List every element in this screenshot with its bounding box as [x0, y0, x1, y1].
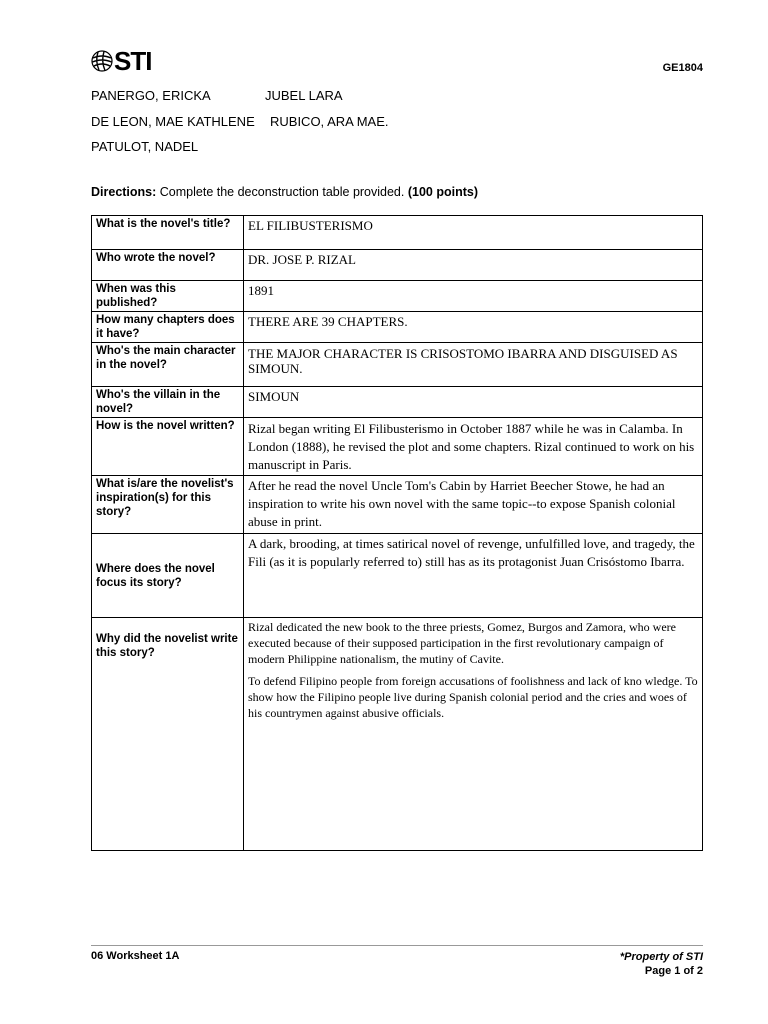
- answer-cell: EL FILIBUSTERISMO: [244, 216, 703, 250]
- answer-cell: A dark, brooding, at times satirical novel of revenge, unfulfilled love, and tragedy, the Fili (as it is popularly referred to) still has as its protagonist Juan Crisóstomo Ibarra.: [244, 534, 703, 618]
- directions-text: Complete the deconstruction table provided.: [156, 185, 408, 199]
- question-cell: Who wrote the novel?: [92, 250, 244, 281]
- worksheet-label: 06 Worksheet 1A: [91, 950, 180, 962]
- course-code: GE1804: [662, 62, 703, 74]
- table-row: [92, 418, 703, 476]
- sti-globe-icon: [91, 50, 113, 72]
- logo-text: STI: [114, 46, 152, 76]
- sti-logo: [91, 44, 151, 78]
- table-row: [92, 312, 703, 343]
- deconstruction-table: [91, 215, 703, 851]
- table-row: [92, 387, 703, 418]
- table-row: [92, 216, 703, 250]
- table-row: [92, 343, 703, 387]
- question-cell: Where does the novel focus its story?: [92, 534, 244, 618]
- answer-cell: Rizal began writing El Filibusterismo in October 1887 while he was in Calamba. In London (1888), he revised the plot and some chapters. Rizal continued to work on his manuscript in Paris.: [244, 418, 703, 476]
- question-cell: Who's the main character in the novel?: [92, 343, 244, 387]
- question-cell: Who's the villain in the novel?: [92, 387, 244, 418]
- answer-paragraph: To defend Filipino people from foreign accusations of foolishness and lack of kno wledge. To show how the Filipino people live during Spanish colonial period and the cries and woes of his countrymen against abusive officials.: [248, 674, 698, 720]
- name-row: [91, 139, 691, 165]
- directions: [91, 185, 478, 199]
- question-cell: What is/are the novelist's inspiration(s) for this story?: [92, 476, 244, 534]
- answer-cell: After he read the novel Uncle Tom's Cabin by Harriet Beecher Stowe, he had an inspiration to write his own novel with the same topic--to expose Spanish colonial abuse in print.: [244, 476, 703, 534]
- question-cell: When was this published?: [92, 281, 244, 312]
- question-cell: Why did the novelist write this story?: [92, 618, 244, 851]
- directions-label: Directions:: [91, 185, 157, 199]
- answer-cell: 1891: [244, 281, 703, 312]
- question-cell: How many chapters does it have?: [92, 312, 244, 343]
- member-name: JUBEL LARA: [265, 88, 343, 103]
- question-cell: What is the novel's title?: [92, 216, 244, 250]
- member-name: PANERGO, ERICKA: [91, 88, 211, 103]
- table-row: [92, 618, 703, 851]
- table-row: [92, 250, 703, 281]
- member-name: DE LEON, MAE KATHLENE: [91, 113, 255, 129]
- name-row: [91, 88, 691, 114]
- footer-right: [620, 950, 703, 978]
- answer-cell: THE MAJOR CHARACTER IS CRISOSTOMO IBARRA AND DISGUISED AS SIMOUN.: [244, 343, 703, 387]
- question-cell: How is the novel written?: [92, 418, 244, 476]
- member-name: RUBICO, ARA MAE.: [270, 113, 389, 129]
- directions-points: (100 points): [407, 185, 478, 199]
- page-number: Page 1 of 2: [644, 965, 703, 977]
- footer-divider: [91, 945, 703, 946]
- group-members: [91, 88, 691, 165]
- member-name: PATULOT, NADEL: [91, 139, 199, 154]
- answer-cell: THERE ARE 39 CHAPTERS.: [244, 312, 703, 343]
- table-row: [92, 476, 703, 534]
- answer-cell: SIMOUN: [244, 387, 703, 418]
- answer-cell: DR. JOSE P. RIZAL: [244, 250, 703, 281]
- name-row: [91, 114, 691, 140]
- table-row: [92, 534, 703, 618]
- table-row: [92, 281, 703, 312]
- answer-cell: [244, 618, 703, 851]
- answer-paragraph: Rizal dedicated the new book to the three priests, Gomez, Burgos and Zamora, who were executed because of their supposed participation in the first revolutionary campaign of modern Philippine nationalism, the mutiny of Cavite.: [248, 620, 676, 666]
- property-notice: *Property of STI: [619, 951, 703, 963]
